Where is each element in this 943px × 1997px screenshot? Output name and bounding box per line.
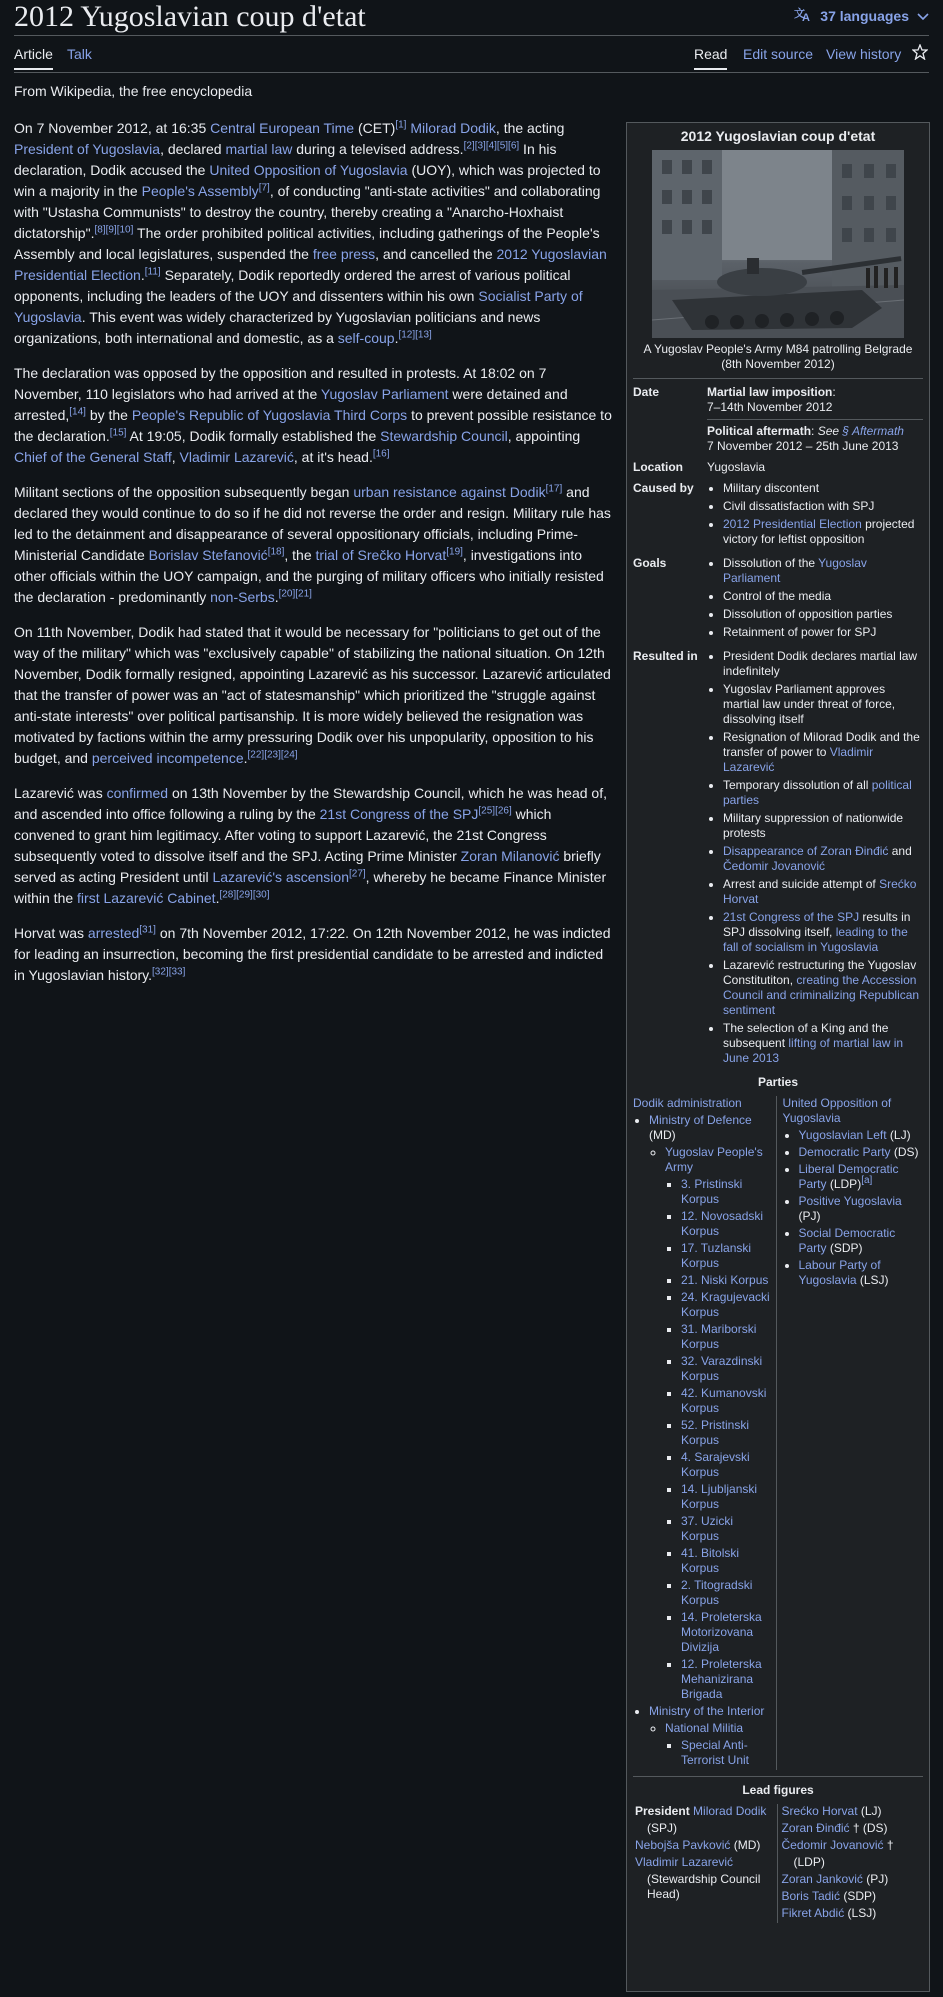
paragraph-5: Lazarević was confirmed on 13th November by the Stewardship Council, which he was head of, and ascended into office following a ruling by the 21st Congress of the SPJ[25][26] which convened to grant him legitimacy. After voting to support Lazarević, the 21st Congress subsequently voted to dissolve itself and the SPJ. Acting Prime Minister Zoran Milanović briefly served as acting President until Lazarević's ascension[27], whereby he became Finance Minister within the first Lazarević Cabinet.[28][29][30] <box>14 785 607 906</box>
list-item <box>681 1241 774 1271</box>
link-party[interactable]: Liberal Democratic Party <box>798 1162 899 1191</box>
tab-talk[interactable]: Talk <box>67 46 92 62</box>
ref[interactable]: [16] <box>372 448 390 460</box>
link-ministry-defence[interactable]: Ministry of Defence <box>649 1113 752 1127</box>
link-party[interactable]: Positive Yugoslavia <box>798 1194 902 1208</box>
link-cet[interactable]: Central European Time <box>210 120 355 136</box>
list-item <box>681 1386 774 1416</box>
link-corps[interactable]: 21. Niski Korpus <box>681 1273 769 1287</box>
ref[interactable]: [14] <box>69 406 86 418</box>
ref[interactable]: [19] <box>446 546 463 558</box>
row-location: Location Yugoslavia <box>633 460 766 474</box>
list-item <box>681 1209 774 1239</box>
tank-photo[interactable] <box>652 150 904 338</box>
ref[interactable]: [8][9][10] <box>94 224 134 236</box>
link-corps[interactable]: 4. Sarajevski Korpus <box>681 1450 750 1479</box>
svg-text:A: A <box>802 12 811 22</box>
link-accession-council[interactable]: creating the Accession Council and criminalizing Republican sentiment <box>723 973 920 1017</box>
list-item <box>681 1290 774 1320</box>
list-item <box>681 1418 774 1448</box>
list-item <box>681 1657 774 1702</box>
opposition-list <box>783 1128 924 1288</box>
link-jovanovic[interactable]: Čedomir Jovanović <box>723 859 826 873</box>
list-item <box>681 1450 774 1480</box>
link-corps[interactable]: 31. Mariborski Korpus <box>681 1322 757 1351</box>
lead-figure: Fikret Abdić (LSJ) <box>781 1906 877 1920</box>
link-free-press[interactable]: free press <box>312 246 376 262</box>
link-party[interactable]: Social Democratic Party <box>798 1226 896 1255</box>
link-ascension[interactable]: Lazarević's ascension <box>212 869 349 885</box>
link-corps[interactable]: 24. Kragujevacki Korpus <box>681 1290 770 1319</box>
parties-heading: Parties <box>757 1075 799 1089</box>
link-corps[interactable]: 32. Varazdinski Korpus <box>681 1354 763 1383</box>
page-tabs <box>14 44 929 73</box>
row-caused-by: Caused by • Military discontent • Civil dissatisfaction with SPJ • 2012 Presidential Election projected victory for leftist opposition <box>627 481 929 550</box>
link-political-parties[interactable]: political parties <box>723 778 912 807</box>
link-corps[interactable]: 12. Proleterska Mehanizirana Brigada <box>681 1657 762 1701</box>
row-resulted-in: Resulted in • President Dodik declares martial law indefinitely • Yugoslav Parliament approves martial law under threat of force, dissolving itself • Resignation of Milorad Dodik and the transfer of power to Vladimir Lazarević • Temporary dissolution of all political parties • Military suppression of nationwide protests • Disappearance of Zoran Đinđić and Čedomir Jovanović • Arrest and suicide attempt of Srećko Horvat • 21st Congress of the SPJ results in SPJ dissolving itself, leading to the fall of socialism in Yugoslavia • Lazarević restructuring the Yugoslav Constitutiton, creating the Accession Council and criminalizing Republican sentiment • The selection of a King and the subsequent lifting of martial law in June 2013 <box>627 649 929 1069</box>
lead-figure: (LDP) <box>793 1855 825 1869</box>
row-goals: Goals • Dissolution of the Yugoslav Parliament • Control of the media • Dissolution of opposition parties • Retainment of power for SPJ <box>627 556 929 643</box>
list-item: • Labour Party of Yugoslavia (LSJ) <box>799 1258 924 1288</box>
list-item <box>681 1354 774 1384</box>
link-self-coup[interactable]: self-coup <box>337 330 395 346</box>
link-corps[interactable]: 52. Pristinski Korpus <box>681 1418 750 1447</box>
ref[interactable]: [22][23][24] <box>247 749 298 761</box>
link-national-militia[interactable]: National Militia <box>665 1721 744 1735</box>
parties-table: Dodik administration • Ministry of Defence (MD) ◦ Yugoslav People's Army ▪ 3. Pristinski Korpus ▪ 12. Novosadski Korpus ▪ 17. Tuzlanski Korpus ▪ 21. Niski Korpus ▪ 24. Kragujevacki Korpus ▪ 31. Mariborski Korpus ▪ 32. Varazdinski Korpus ▪ 42. Kumanovski Korpus ▪ 52. Pristinski Korpus ▪ 4. Sarajevski Korpus ▪ 14. Ljubljanski Korpus ▪ 37. Uzicki Korpus ▪ 41. Bitolski Korpus ▪ 2. Titogradski Korpus ▪ 14. Proleterska Motorizovana Divizija ▪ 12. Proleterska Mehanizirana Brigada • Ministry of the Interior ◦ National Militia ▪ Special Anti-Terrorist Unit United Opposition of Yugoslavia • Yugoslavian Left (LJ) • Democratic Party (DS) • Liberal Democratic Party (LDP)[a] • Positive Yugoslavia (PJ) • Social Democratic Party (SDP) • Labour Party of Yugoslavia (LSJ) <box>627 1096 929 1770</box>
link-person[interactable]: Zoran Đinđić <box>781 1821 850 1835</box>
ref[interactable]: [2][3][4][5][6] <box>463 140 520 152</box>
list-item: • Democratic Party (DS) <box>799 1145 924 1160</box>
corps-list <box>665 1177 774 1702</box>
link-dodik-administration[interactable]: Dodik administration <box>633 1096 742 1110</box>
link-corps[interactable]: 37. Uzicki Korpus <box>681 1514 734 1543</box>
ref[interactable]: [12][13] <box>398 329 432 341</box>
link-dodik[interactable]: Milorad Dodik <box>410 120 496 136</box>
chevron-down-icon <box>917 8 929 24</box>
paragraph-1: On 7 November 2012, at 16:35 Central European Time (CET)[1] Milorad Dodik, the acting President of Yugoslavia, declared martial law during a televised address.[2][3][4][5][6] In his declaration, Dodik accused the United Opposition of Yugoslavia (UOY), which was projected to win a majority in the People's Assembly[7], of conducting "anti-state activities" and collaborating with "Ustasha Communists" to destroy the country, thereby creating a "Anarcho-Hoxhaist dictatorship".[8][9][10] The order prohibited political activities, including gatherings of the People's Assembly and local legislatures, suspended the free press, and cancelled the 2012 Yugoslavian Presidential Election.[11] Separately, Dodik reportedly ordered the arrest of various political opponents, including the leaders of the UOY and dissenters within his own Socialist Party of Yugoslavia. This event was widely characterized by Yugoslavian politicians and news organizations, both international and domestic, as a self-coup.[12][13] <box>14 119 607 346</box>
ref[interactable]: [15] <box>109 427 127 439</box>
link-lazarevic[interactable]: Vladimir Lazarević <box>635 1855 734 1869</box>
opposition-leaders <box>777 1804 924 1923</box>
link-uoy[interactable]: United Opposition of Yugoslavia <box>782 1096 892 1125</box>
link-person[interactable]: Boris Tadić <box>781 1889 840 1903</box>
link-trial[interactable]: trial of Srečko Horvat <box>315 547 447 563</box>
tab-read[interactable]: Read <box>694 46 727 70</box>
link-chief[interactable]: Chief of the General Staff <box>14 449 172 465</box>
ref[interactable]: [a] <box>861 1175 873 1186</box>
lead-figure: Zoran Janković (PJ) <box>781 1872 889 1886</box>
link-stefanovic[interactable]: Borislav Stefanović <box>148 547 268 563</box>
translate-icon <box>794 6 812 25</box>
languages-label: 37 languages <box>820 7 909 24</box>
list-item: • Social Democratic Party (SDP) <box>799 1226 924 1256</box>
link-uoy[interactable]: United Opposition of Yugoslavia <box>209 162 408 178</box>
link-assembly[interactable]: People's Assembly <box>141 183 259 199</box>
link-corps[interactable]: 2. Titogradski Korpus <box>681 1578 753 1607</box>
link-djindjic[interactable]: Disappearance of Zoran Đinđić <box>723 844 889 858</box>
star-icon[interactable] <box>912 44 928 63</box>
list-item <box>681 1273 774 1288</box>
link-fall-of-socialism[interactable]: leading to the fall of socialism in Yugoslavia <box>723 925 908 954</box>
link-confirmed[interactable]: confirmed <box>106 785 169 801</box>
link-cabinet[interactable]: first Lazarević Cabinet <box>77 890 216 906</box>
link-party[interactable]: Democratic Party <box>798 1145 891 1159</box>
ref[interactable]: [17] <box>545 483 563 495</box>
link-lazarevic[interactable]: Vladimir Lazarević <box>723 745 874 774</box>
link-corps[interactable]: 17. Tuzlanski Korpus <box>681 1241 752 1270</box>
link-corps[interactable]: 12. Novosadski Korpus <box>681 1209 764 1238</box>
link-congress[interactable]: 21st Congress of the SPJ <box>723 910 860 924</box>
ref[interactable]: [11] <box>144 266 161 278</box>
list-item <box>681 1322 774 1352</box>
ref[interactable]: [1] <box>395 119 407 131</box>
ref[interactable]: [25][26] <box>478 805 512 817</box>
link-horvat[interactable]: Srećko Horvat <box>723 877 917 906</box>
link-dodik[interactable]: Milorad Dodik <box>693 1804 767 1818</box>
link-person[interactable]: Srećko Horvat <box>781 1804 858 1818</box>
link-president[interactable]: President of Yugoslavia <box>14 141 161 157</box>
ref[interactable]: [7] <box>258 182 270 194</box>
link-lazarevic[interactable]: Vladimir Lazarević <box>179 449 294 465</box>
row-date: Date Martial law imposition: 7–14th November 2012 Political aftermath: See § Aftermath 7 November 2012 – 25th June 2013 <box>627 385 929 454</box>
link-party[interactable]: Labour Party of Yugoslavia <box>798 1258 881 1287</box>
link-corps[interactable]: 42. Kumanovski Korpus <box>681 1386 767 1415</box>
article-body <box>14 118 614 1000</box>
link-corps[interactable]: 14. Proleterska Motorizovana Divizija <box>681 1610 762 1654</box>
link-person[interactable]: Zoran Janković <box>781 1872 863 1886</box>
link-arrested[interactable]: arrested <box>87 925 140 941</box>
tab-view-history[interactable]: View history <box>826 46 902 62</box>
list-item: • Liberal Democratic Party (LDP)[a] <box>799 1162 924 1192</box>
tab-edit-source[interactable]: Edit source <box>743 46 814 62</box>
link-election[interactable]: 2012 Yugoslavian Presidential Election <box>14 246 607 283</box>
link-person[interactable]: Čedomir Jovanović <box>781 1838 884 1852</box>
link-pavkovic[interactable]: Nebojša Pavković <box>635 1838 731 1852</box>
ref[interactable]: [32][33] <box>152 966 186 978</box>
paragraph-6: Horvat was arrested[31] on 7th November 2012, 17:22. On 12th November 2012, he was indicted for leading an insurrection, becoming the first presidential candidate to be arrested and indicted in Yugoslavian history.[32][33] <box>14 924 611 983</box>
lead-figure: Boris Tadić (SDP) <box>781 1889 876 1903</box>
paragraph-3: Militant sections of the opposition subsequently began urban resistance against Dodik[17] and declared they would continue to do so if he did not reverse the order and resign. Military rule has led to the detainment and disappearance of several oppositionary officials, including Prime-Ministerial Candidate Borislav Stefanović[18], the trial of Srečko Horvat[19], investigations into other officials within the UOY campaign, and the purging of military officers who initially resisted the declaration - predominantly non-Serbs.[20][21] <box>14 483 611 605</box>
tab-article[interactable]: Article <box>14 46 53 70</box>
list-item <box>681 1546 774 1576</box>
link-corps[interactable]: 41. Bitolski Korpus <box>681 1546 740 1575</box>
ref[interactable]: [28][29][30] <box>219 889 270 901</box>
link-resistance[interactable]: urban resistance against Dodik <box>353 484 546 500</box>
lead-figure: Čedomir Jovanović † <box>781 1838 894 1852</box>
link-yugoslav-parliament[interactable]: Yugoslav Parliament <box>723 556 867 585</box>
list-item <box>681 1578 774 1608</box>
infobox-title: 2012 Yugoslavian coup d'etat <box>680 128 876 144</box>
link-lifting-martial-law[interactable]: lifting of martial law in June 2013 <box>723 1036 904 1065</box>
list-item <box>681 1177 774 1207</box>
ref[interactable]: [31] <box>139 924 156 936</box>
link-martial-law[interactable]: martial law <box>225 141 293 157</box>
lead-figures: President Milorad Dodik (SPJ) Nebojša Pavković (MD) Vladimir Lazarević (Stewardship Council Head) Srećko Horvat (LJ) Zoran Đinđić † (DS) Čedomir Jovanović † (LDP) Zoran Janković (PJ) Boris Tadić (SDP) Fikret Abdić (LSJ) <box>627 1804 929 1923</box>
paragraph-4: On 11th November, Dodik had stated that it would be necessary for "politicians to get out of the way of the military" which was "exclusively capable" of stabilizing the national situation. On 12th November, Dodik formally resigned, appointing Lazarević as his successor. Lazarević articulated that the transfer of power was an "act of statesmanship" which prioritized the "struggle against anti-state interests" over political partisanship. It is more widely believed the resignation was motivated by factions within the army pressuring Dodik over his unpopularity, opposition to his budget, and perceived incompetence.[22][23][24] <box>14 624 611 766</box>
list-item <box>681 1610 774 1655</box>
image-caption: A Yugoslav People's Army M84 patrolling Belgrade (8th November 2012) <box>643 342 913 371</box>
link-milanovic[interactable]: Zoran Milanović <box>460 848 560 864</box>
link-non-serbs[interactable]: non-Serbs <box>210 589 275 605</box>
list-item: • Positive Yugoslavia (PJ) <box>799 1194 924 1224</box>
link-stewardship[interactable]: Stewardship Council <box>380 428 508 444</box>
link-incompetence[interactable]: perceived incompetence <box>91 750 244 766</box>
link-ministry-interior[interactable]: Ministry of the Interior <box>649 1704 765 1718</box>
link-congress[interactable]: 21st Congress of the SPJ <box>319 806 479 822</box>
link-ypa[interactable]: Yugoslav People's Army <box>665 1145 763 1174</box>
link-corps[interactable]: 3. Pristinski Korpus <box>681 1177 743 1206</box>
infobox <box>626 122 930 1992</box>
link-corps[interactable]: 14. Ljubljanski Korpus <box>681 1482 758 1511</box>
list-item: • Yugoslavian Left (LJ) <box>799 1128 924 1143</box>
title-divider <box>14 35 929 36</box>
site-subtitle: From Wikipedia, the free encyclopedia <box>14 83 253 99</box>
lead-figures-heading: Lead figures <box>742 1783 814 1797</box>
link-party[interactable]: Yugoslavian Left <box>798 1128 887 1142</box>
lead-figure: Zoran Đinđić † (DS) <box>781 1821 888 1835</box>
link-person[interactable]: Fikret Abdić <box>781 1906 845 1920</box>
languages-button[interactable] <box>794 6 929 25</box>
link-parliament[interactable]: Yugoslav Parliament <box>320 386 449 402</box>
svg-text:文: 文 <box>794 8 806 20</box>
link-presidential-election[interactable]: 2012 Presidential Election <box>723 517 862 531</box>
page-title: 2012 Yugoslavian coup d'etat <box>14 0 366 33</box>
link-socialist-party[interactable]: Socialist Party of Yugoslavia <box>14 288 583 325</box>
link-aftermath[interactable]: § Aftermath <box>842 424 904 438</box>
link-third-corps[interactable]: People's Republic of Yugoslavia Third Corps <box>131 407 408 423</box>
link-sau[interactable]: Special Anti-Terrorist Unit <box>681 1738 750 1767</box>
ref[interactable]: [27] <box>348 868 366 880</box>
ref[interactable]: [18] <box>267 546 285 558</box>
ref[interactable]: [20][21] <box>278 588 312 600</box>
list-item <box>681 1514 774 1544</box>
list-item <box>681 1482 774 1512</box>
lead-figure: Srećko Horvat (LJ) <box>781 1804 882 1818</box>
paragraph-2: The declaration was opposed by the opposition and resulted in protests. At 18:02 on 7 November, 110 legislators who had arrived at the Yugoslav Parliament were detained and arrested,[14] by the People's Republic of Yugoslavia Third Corps to prevent possible resistance to the declaration.[15] At 19:05, Dodik formally established the Stewardship Council, appointing Chief of the General Staff, Vladimir Lazarević, at it's head.[16] <box>14 365 612 465</box>
